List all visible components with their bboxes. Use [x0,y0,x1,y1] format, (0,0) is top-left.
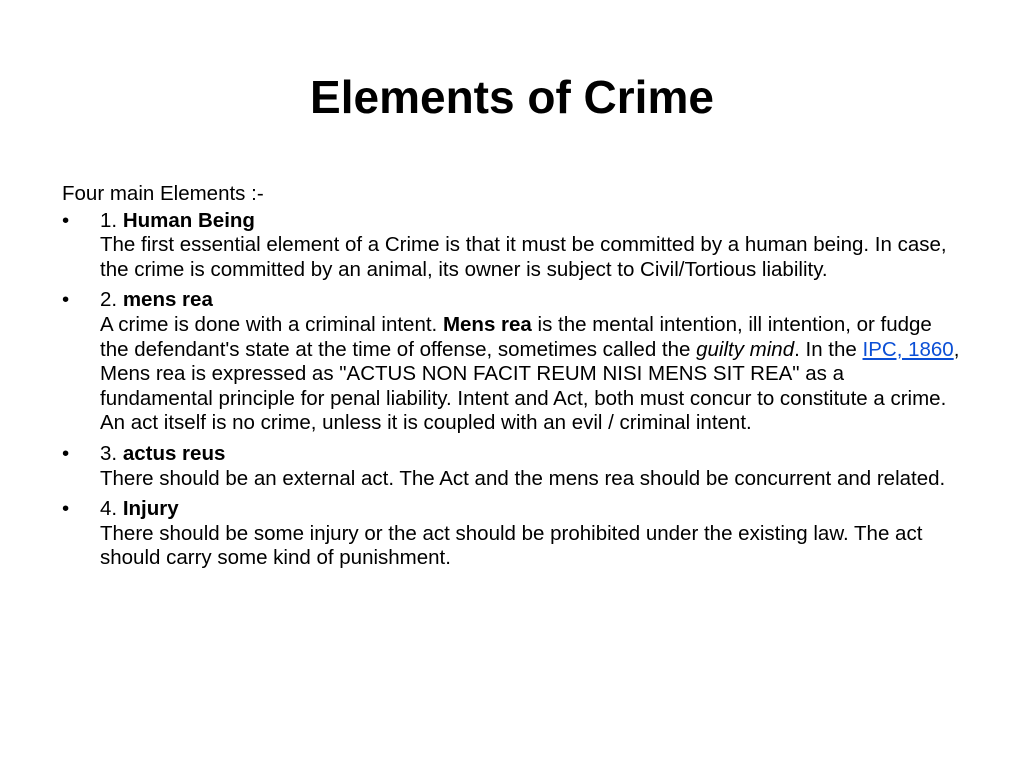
bullet-icon: • [62,497,70,521]
item-heading-text: mens rea [122,288,213,312]
list-item-injury [62,497,962,571]
list-item-mens-rea [62,288,962,436]
item-number: 4. [100,497,118,521]
list-item-human-being [62,209,962,283]
item-number: 3. [100,441,118,465]
item-heading-text: actus reus [122,441,226,465]
item-heading-text: Human Being [122,208,255,232]
item-number: 2. [100,288,118,312]
item-heading [100,497,962,522]
desc-text: A crime is done with a criminal intent. [100,312,443,336]
slide-title: Elements of Crime [310,71,714,123]
bullet-icon: • [62,288,70,312]
intro-text: Four main Elements :- [62,182,264,205]
item-description: The first essential element of a Crime is that it must be committed by a human being. In case, the crime is committed by an animal, its owner is subject to Civil/Tortious liability. [100,233,947,281]
desc-text: is the mental intention, ill intention, or fudge the defendant's state at the time of offense, sometimes called the [100,312,932,361]
item-description: There should be an external act. The Act and the mens rea should be concurrent and related. [100,466,946,490]
desc-italic-term: guilty mind [696,337,795,361]
item-heading [100,288,962,313]
bullet-icon: • [62,441,70,465]
item-heading [100,442,962,467]
bullet-icon: • [62,208,70,232]
item-heading-text: Injury [122,497,179,521]
ipc-link[interactable]: IPC, 1860 [862,337,954,361]
slide-content [62,182,962,577]
desc-text: . In the [794,337,863,361]
desc-bold-term: Mens rea [442,312,532,336]
item-description [100,313,962,436]
desc-text: , Mens rea is expressed as "ACTUS NON FACIT REUM NISI MENS SIT REA" as a fundamental principle for penal liability. Intent and Act, both must concur to constitute a crime. An act itself is no crime, unless it is coupled with an evil / criminal intent. [100,337,960,435]
list-item-actus-reus [62,442,962,491]
item-description: There should be some injury or the act should be prohibited under the existing law. The act should carry some kind of punishment. [100,521,923,570]
item-number: 1. [100,208,118,232]
item-heading [100,209,962,234]
